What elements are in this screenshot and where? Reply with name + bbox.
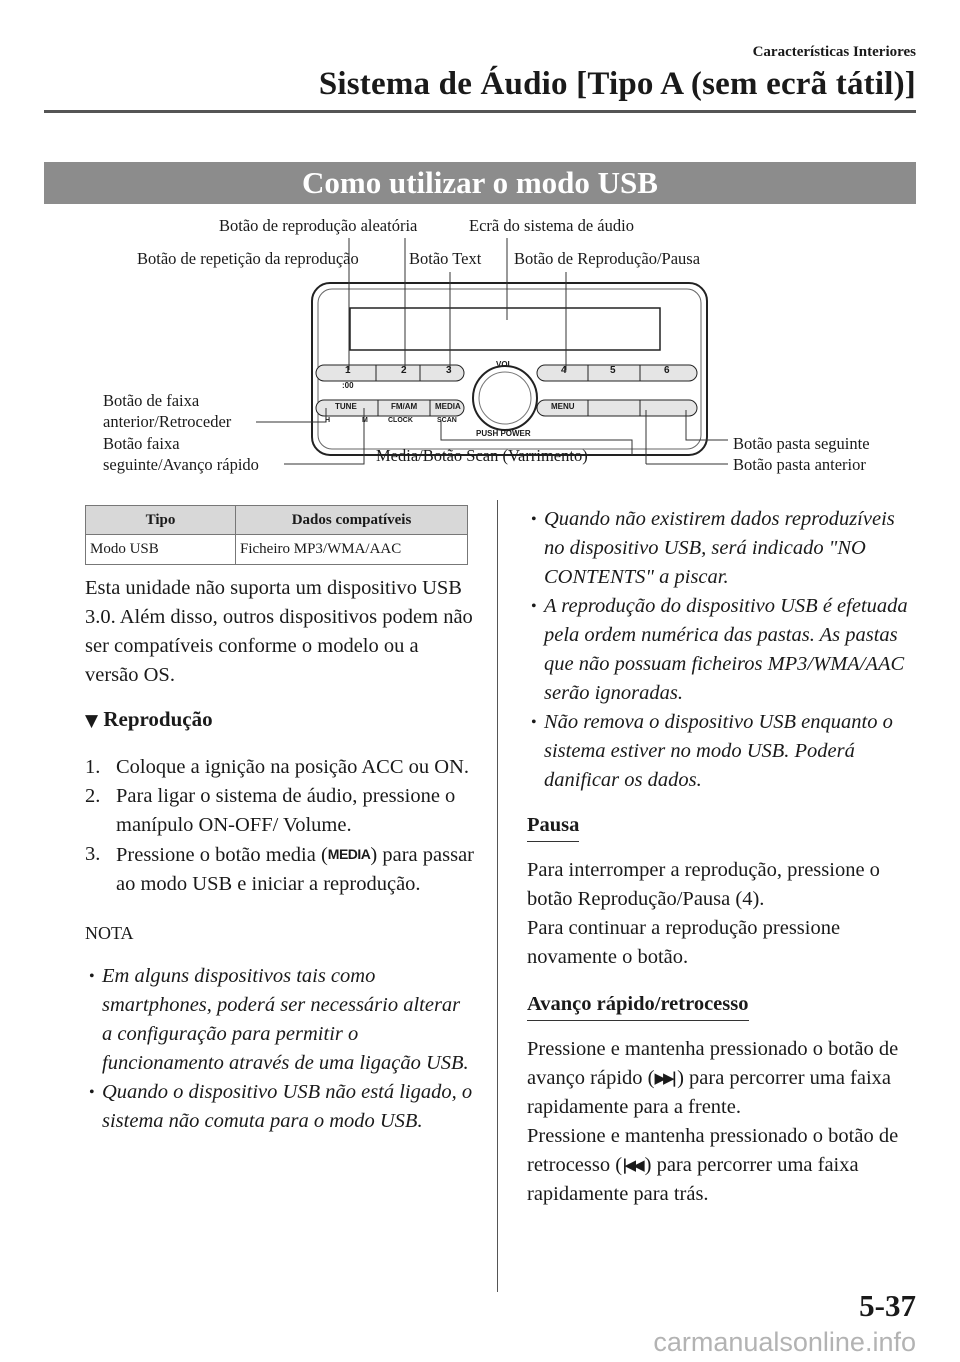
step-number: 1. [85, 756, 101, 778]
step-text: Pressione o botão media ( [116, 844, 328, 866]
avanco-paragraph-1 [527, 1035, 919, 1122]
label-screen: Ecrã do sistema de áudio [469, 216, 634, 235]
label-next-1: Botão faixa [103, 434, 180, 453]
note-text: Não remova o dispositivo USB enquanto o sistema estiver no modo USB. Poderá danificar os dados. [544, 711, 893, 791]
fast-forward-icon: ▶▶| [654, 1069, 675, 1087]
page-title: Sistema de Áudio [Tipo A (sem ecrã tátil)] [318, 66, 916, 102]
bullet-icon: • [89, 1084, 95, 1101]
header-rule [44, 110, 916, 113]
vol-label: VOL [496, 360, 513, 369]
bullet-icon: • [531, 598, 537, 615]
label-random: Botão de reprodução aleatória [219, 216, 418, 235]
column-divider [497, 500, 498, 1292]
avanco-paragraph-2 [527, 1122, 919, 1209]
avanco-text: ) para percorrer uma faixa rapidamente para a frente. [527, 1067, 892, 1118]
note-text: A reprodução do dispositivo USB é efetuada pela ordem numérica das pastas. As pastas que não possuam ficheiros MP3/WMA/AAC serão ignoradas. [544, 595, 908, 704]
reproducao-title: Reprodução [103, 707, 213, 731]
label-prev-2: anterior/Retroceder [103, 412, 232, 431]
label-next-2: seguinte/Avanço rápido [103, 455, 259, 474]
step-text: Coloque a ignição na posição ACC ou ON. [116, 756, 470, 778]
step-text: Para ligar o sistema de áudio, pressione o manípulo ON-OFF/ Volume. [116, 785, 456, 836]
scan-label: SCAN [437, 417, 457, 424]
watermark: carmanualsonline.info [653, 1327, 916, 1357]
preset-1: 1 [345, 365, 351, 376]
table-cell: Modo USB [86, 535, 236, 565]
preset-2: 2 [401, 365, 407, 376]
table-cell: Ficheiro MP3/WMA/AAC [236, 535, 468, 565]
note-item [527, 708, 919, 795]
table-row [86, 535, 468, 565]
step-2 [85, 782, 475, 840]
label-folder-next: Botão pasta seguinte [733, 434, 870, 453]
menu-label: MENU [551, 402, 575, 411]
pausa-heading: Pausa [527, 811, 579, 842]
note-item [527, 592, 919, 708]
note-text: Quando o dispositivo USB não está ligado, o sistema não comuta para o modo USB. [102, 1081, 473, 1132]
triangle-icon: ▼ [85, 711, 99, 731]
preset-5: 5 [610, 365, 616, 376]
step-text: ) para passar ao modo USB e iniciar a reprodução. [116, 844, 475, 895]
preset-6: 6 [664, 365, 670, 376]
label-folder-prev: Botão pasta anterior [733, 455, 866, 474]
note-item [85, 1078, 475, 1136]
bullet-icon: • [531, 714, 537, 731]
m-label: M [362, 417, 368, 424]
label-repeat: Botão de repetição da reprodução [137, 249, 359, 268]
tune-label: TUNE [335, 402, 357, 411]
clock-label: CLOCK [388, 417, 413, 424]
reproducao-heading [85, 705, 475, 736]
media-label: MEDIA [435, 402, 461, 411]
note-item [527, 505, 919, 592]
label-playpause: Botão de Reprodução/Pausa [514, 249, 701, 268]
avanco-text: Pressione e mantenha pressionado o botão de avanço rápido ( [527, 1038, 899, 1089]
step-3 [85, 840, 475, 899]
table-header: Tipo [86, 506, 236, 535]
page-number: 5-37 [859, 1288, 916, 1323]
fmam-label: FM/AM [391, 402, 418, 411]
avanco-text: ) para percorrer uma faixa rapidamente para trás. [527, 1154, 859, 1205]
clock-sub-label: :00 [342, 381, 354, 390]
note-text: Em alguns dispositivos tais como smartphones, poderá ser necessário alterar a configuração para permitir o funcionamento através de uma ligação USB. [102, 965, 469, 1074]
bullet-icon: • [89, 968, 95, 985]
note-item [85, 962, 475, 1078]
note-text: Quando não existirem dados reproduzíveis no dispositivo USB, será indicado "NO CONTENTS" a piscar. [544, 508, 895, 588]
section-banner: Como utilizar o modo USB [44, 162, 916, 204]
rewind-icon: |◀◀ [622, 1156, 642, 1174]
nota-label: NOTA [85, 923, 134, 943]
left-column [85, 574, 475, 1136]
label-prev-1: Botão de faixa [103, 391, 200, 410]
preset-4: 4 [561, 365, 567, 376]
h-label: H [325, 417, 331, 424]
compat-table [85, 505, 468, 565]
pausa-paragraph-2: Para continuar a reprodução pressione novamente o botão. [527, 917, 841, 968]
step-1 [85, 753, 475, 782]
preset-3: 3 [446, 365, 452, 376]
avanco-text: Pressione e mantenha pressionado o botão de retrocesso ( [527, 1125, 899, 1176]
audio-panel-figure [0, 210, 960, 485]
bullet-icon: • [531, 511, 537, 528]
step-number: 2. [85, 785, 101, 807]
avanco-heading: Avanço rápido/retrocesso [527, 990, 749, 1021]
label-media-scan: Media/Botão Scan (Varrimento) [376, 446, 588, 465]
table-header: Dados compatíveis [236, 506, 468, 535]
step-number: 3. [85, 843, 101, 865]
label-text: Botão Text [409, 249, 482, 268]
right-column [527, 505, 919, 1209]
pausa-paragraph-1: Para interromper a reprodução, pressione o botão Reprodução/Pausa (4). [527, 859, 880, 910]
intro-paragraph: Esta unidade não suporta um dispositivo USB 3.0. Além disso, outros dispositivos podem não ser compatíveis conforme o modelo ou a versão OS. [85, 577, 473, 686]
media-icon: MEDIA [327, 846, 371, 862]
push-power-label: PUSH POWER [476, 429, 531, 438]
header-section: Características Interiores [752, 44, 916, 60]
